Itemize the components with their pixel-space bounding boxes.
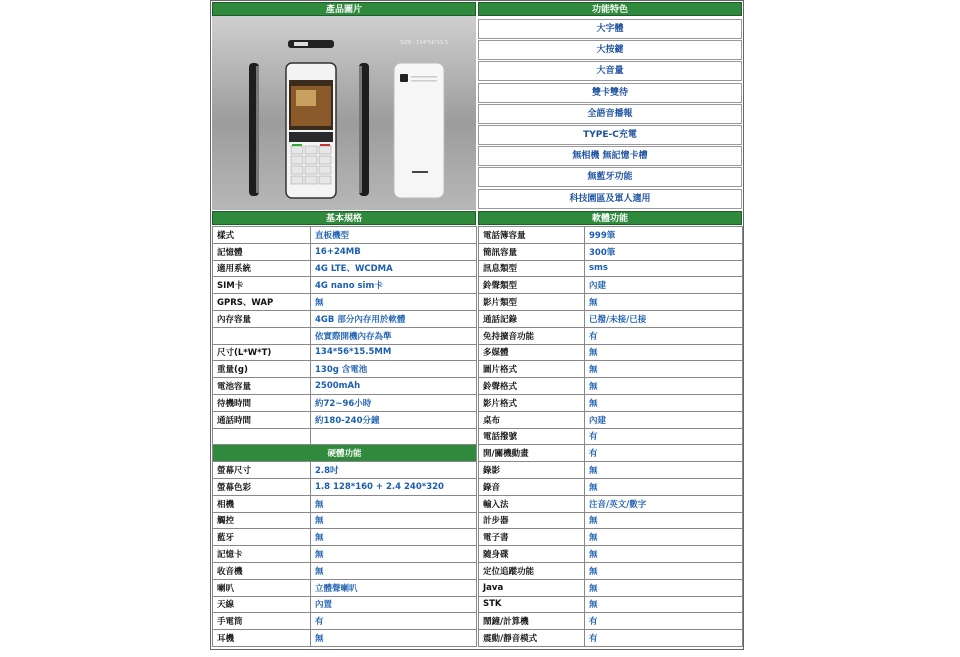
table-row	[479, 428, 743, 445]
spec-label: 多媒體	[479, 344, 585, 361]
spec-label: 圖片格式	[479, 361, 585, 378]
spec-label: 鈴聲類型	[479, 277, 585, 294]
spec-label: 天線	[213, 596, 311, 613]
spec-value: 內建	[585, 411, 743, 428]
spec-value: 無	[585, 478, 743, 495]
table-row	[213, 529, 477, 546]
spec-value: 有	[585, 613, 743, 630]
spec-label: 通話記錄	[479, 310, 585, 327]
spec-value: 無	[585, 546, 743, 563]
feature-item: 大字體	[478, 19, 742, 39]
spec-label: 計步器	[479, 512, 585, 529]
spec-value: 無	[585, 512, 743, 529]
spec-label: SIM卡	[213, 277, 311, 294]
spec-label: 手電筒	[213, 613, 311, 630]
spec-value: 4GB 部分內存用於軟體	[311, 310, 477, 327]
spec-value: 內置	[311, 596, 477, 613]
spec-value: 無	[311, 546, 477, 563]
spec-label: 喇叭	[213, 579, 311, 596]
spec-label: 鈴聲格式	[479, 378, 585, 395]
spec-label: 樣式	[213, 227, 311, 244]
feature-item: 雙卡雙待	[478, 83, 742, 103]
spec-label: 觸控	[213, 512, 311, 529]
spec-label: 記憶體	[213, 243, 311, 260]
spec-value: 2.8吋	[311, 462, 477, 479]
table-row	[213, 260, 477, 277]
table-row	[213, 378, 477, 395]
table-row	[213, 344, 477, 361]
spec-label	[213, 428, 311, 445]
table-row	[479, 260, 743, 277]
table-row	[479, 529, 743, 546]
table-row	[213, 327, 477, 344]
spec-value: sms	[585, 260, 743, 277]
table-row	[213, 512, 477, 529]
feature-item: 大按鍵	[478, 40, 742, 60]
table-row	[479, 243, 743, 260]
table-row	[479, 462, 743, 479]
spec-label: 開/關機動畫	[479, 445, 585, 462]
spec-value: 4G LTE、WCDMA	[311, 260, 477, 277]
spec-label: 重量(g)	[213, 361, 311, 378]
spec-label: 輸入法	[479, 495, 585, 512]
spec-value: 999筆	[585, 227, 743, 244]
table-row	[479, 344, 743, 361]
spec-value: 134*56*15.5MM	[311, 344, 477, 361]
table-row	[213, 596, 477, 613]
spec-label: 藍牙	[213, 529, 311, 546]
spec-value: 依實際開機內存為準	[311, 327, 477, 344]
table-row	[213, 394, 477, 411]
spec-value: 有	[311, 613, 477, 630]
features-header: 功能特色	[478, 2, 742, 16]
spec-label: 通話時間	[213, 411, 311, 428]
spec-value: 內建	[585, 277, 743, 294]
table-row	[213, 478, 477, 495]
spec-value: 有	[585, 445, 743, 462]
spec-label: 耳機	[213, 630, 311, 647]
spec-value: 有	[585, 327, 743, 344]
feature-item: 無相機 無記憶卡槽	[478, 146, 742, 166]
spec-label: 待機時間	[213, 394, 311, 411]
spec-value: 約180-240分鐘	[311, 411, 477, 428]
software-header: 軟體功能	[478, 211, 742, 225]
table-row	[213, 428, 477, 445]
table-row	[479, 562, 743, 579]
size-label: SIZE : 134*56*15.5	[400, 40, 449, 46]
table-row	[213, 630, 477, 647]
spec-label: 電話簿容量	[479, 227, 585, 244]
spec-value: 無	[585, 361, 743, 378]
table-row	[213, 613, 477, 630]
table-row	[213, 294, 477, 311]
table-row	[213, 227, 477, 244]
spec-value: 無	[585, 462, 743, 479]
spec-value: 130g 含電池	[311, 361, 477, 378]
spec-value: 16+24MB	[311, 243, 477, 260]
spec-value: 無	[311, 529, 477, 546]
table-row	[479, 579, 743, 596]
spec-label: 錄影	[479, 462, 585, 479]
spec-label: 錄音	[479, 478, 585, 495]
table-row	[479, 394, 743, 411]
table-row	[213, 243, 477, 260]
spec-value: 有	[585, 428, 743, 445]
spec-label: 震動/靜音模式	[479, 630, 585, 647]
spec-value: 無	[585, 344, 743, 361]
table-row	[479, 546, 743, 563]
spec-label: 免持擴音功能	[479, 327, 585, 344]
spec-value: 無	[311, 512, 477, 529]
product-image-header: 產品圖片	[212, 2, 476, 16]
spec-value: 注音/英文/數字	[585, 495, 743, 512]
table-row	[479, 596, 743, 613]
table-row	[213, 411, 477, 428]
feature-item: 全語音播報	[478, 104, 742, 124]
spec-label: Java	[479, 579, 585, 596]
specs-table	[212, 226, 477, 647]
spec-value: 2500mAh	[311, 378, 477, 395]
spec-value: 無	[585, 562, 743, 579]
table-row	[479, 495, 743, 512]
spec-label	[213, 327, 311, 344]
spec-value: 無	[585, 579, 743, 596]
spec-value: 無	[585, 394, 743, 411]
feature-item: 無藍牙功能	[478, 167, 742, 187]
spec-label: 簡訊容量	[479, 243, 585, 260]
table-row	[479, 411, 743, 428]
spec-value: 1.8 128*160 + 2.4 240*320	[311, 478, 477, 495]
product-image	[212, 16, 476, 210]
table-row	[479, 277, 743, 294]
table-row	[213, 310, 477, 327]
spec-label: 內存容量	[213, 310, 311, 327]
table-row	[479, 361, 743, 378]
spec-label: 相機	[213, 495, 311, 512]
spec-label: 隨身碟	[479, 546, 585, 563]
spec-value: 300筆	[585, 243, 743, 260]
spec-label: 尺寸(L*W*T)	[213, 344, 311, 361]
spec-label: 適用系統	[213, 260, 311, 277]
phone-illustration	[212, 16, 476, 210]
spec-value: 約72~96小時	[311, 394, 477, 411]
table-row	[213, 277, 477, 294]
spec-value: 無	[311, 294, 477, 311]
spec-value: 無	[585, 378, 743, 395]
spec-label: GPRS、WAP	[213, 294, 311, 311]
spec-label: 電子書	[479, 529, 585, 546]
table-row	[213, 579, 477, 596]
spec-label: 影片類型	[479, 294, 585, 311]
feature-item: 科技園區及軍人適用	[478, 189, 742, 209]
table-row	[479, 445, 743, 462]
table-row	[213, 495, 477, 512]
spec-value: 無	[585, 596, 743, 613]
spec-label: 定位追蹤功能	[479, 562, 585, 579]
spec-value: 4G nano sim卡	[311, 277, 477, 294]
spec-value: 無	[311, 630, 477, 647]
table-row	[213, 361, 477, 378]
spec-label: 鬧鐘/計算機	[479, 613, 585, 630]
spec-value: 無	[585, 529, 743, 546]
spec-value: 無	[311, 495, 477, 512]
spec-value: 直板機型	[311, 227, 477, 244]
spec-label: 影片格式	[479, 394, 585, 411]
table-row	[479, 378, 743, 395]
spec-value: 有	[585, 630, 743, 647]
table-row	[479, 310, 743, 327]
spec-value: 已撥/未接/已接	[585, 310, 743, 327]
spec-label: STK	[479, 596, 585, 613]
table-row	[213, 546, 477, 563]
spec-label: 訊息類型	[479, 260, 585, 277]
feature-item: TYPE-C充電	[478, 125, 742, 145]
table-row	[479, 478, 743, 495]
spec-label: 電池容量	[213, 378, 311, 395]
table-row	[213, 462, 477, 479]
spec-value	[311, 428, 477, 445]
table-row	[479, 227, 743, 244]
hardware-header-row	[213, 445, 477, 462]
table-row	[479, 327, 743, 344]
spec-value: 立體聲喇叭	[311, 579, 477, 596]
software-table	[478, 226, 743, 647]
basic-specs-header: 基本規格	[212, 211, 476, 225]
spec-label: 螢幕色彩	[213, 478, 311, 495]
table-row	[479, 294, 743, 311]
spec-label: 電話撥號	[479, 428, 585, 445]
feature-item: 大音量	[478, 61, 742, 81]
table-row	[479, 613, 743, 630]
table-row	[479, 512, 743, 529]
table-row	[213, 562, 477, 579]
table-row	[479, 630, 743, 647]
spec-value: 無	[311, 562, 477, 579]
spec-label: 收音機	[213, 562, 311, 579]
spec-label: 螢幕尺寸	[213, 462, 311, 479]
spec-label: 記憶卡	[213, 546, 311, 563]
hardware-header: 硬體功能	[213, 445, 477, 462]
spec-value: 無	[585, 294, 743, 311]
spec-label: 桌布	[479, 411, 585, 428]
